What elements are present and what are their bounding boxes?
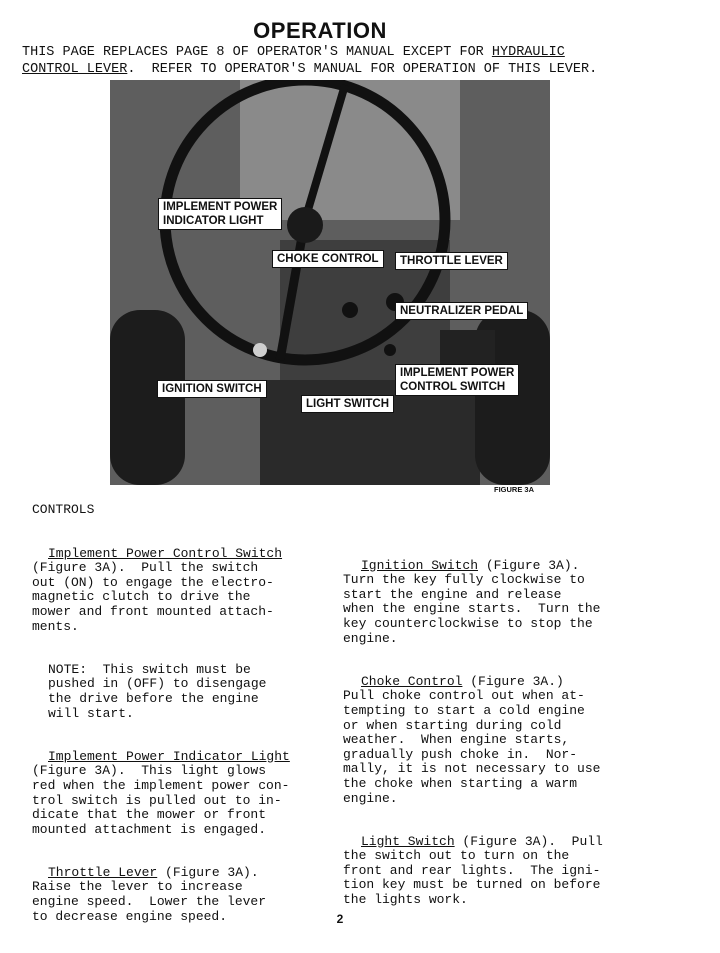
choke-body: Pull choke control out when at- tempting to start a cold engine or when starting during cold weather. When engine starts, gradually push choke in. Nor- mally, it is not necessary to use the choke when starting a warm engine.: [343, 688, 601, 806]
intro-line2-text: . REFER TO OPERATOR'S MANUAL FOR OPERATION OF THIS LEVER.: [127, 62, 598, 77]
indicator-title: Implement Power Indicator Light: [48, 748, 290, 764]
impl-switch-body: (Figure 3A). Pull the switch out (ON) to engage the electro- magnetic clutch to drive the mower and front mounted attach- ments.: [32, 560, 274, 634]
light-first: (Figure 3A). Pull: [454, 833, 603, 849]
figure-label: FIGURE 3A: [494, 485, 535, 494]
section-title: CONTROLS: [32, 502, 95, 517]
tractor-dashboard-illustration: [110, 80, 550, 485]
throttle-title: Throttle Lever: [48, 864, 158, 880]
callout-light-switch: LIGHT SWITCH: [301, 395, 394, 413]
right-column: [343, 544, 603, 936]
note-text: NOTE: This switch must be pushed in (OFF) to disengage the drive before the engine will start.: [48, 661, 267, 721]
hydraulic-link-text: HYDRAULIC: [491, 45, 565, 60]
callout-ignition-switch: IGNITION SWITCH: [157, 380, 267, 398]
indicator-body: (Figure 3A). This light glows red when the implement power con- trol switch is pulled out to in- dicate that the mower or front mounted attachment is engaged.: [32, 763, 290, 837]
page-number: 2: [336, 912, 344, 926]
callout-choke-control: CHOKE CONTROL: [272, 250, 384, 268]
ignition-title: Ignition Switch: [361, 557, 479, 573]
intro-text: [22, 44, 702, 78]
callout-implement-power-indicator: IMPLEMENT POWER INDICATOR LIGHT: [158, 198, 282, 230]
figure-3a-photo: [110, 80, 550, 485]
ignition-body: Turn the key fully clockwise to start the engine and release when the engine starts. Turn the key counterclockwise to stop the engine.: [343, 572, 601, 646]
left-column: [32, 532, 290, 953]
callout-neutralizer-pedal: NEUTRALIZER PEDAL: [395, 302, 528, 320]
light-body: the switch out to turn on the front and rear lights. The igni- tion key must be turned on before the lights work.: [343, 848, 601, 908]
ignition-first: (Figure 3A).: [478, 557, 580, 573]
intro-line1-text: THIS PAGE REPLACES PAGE 8 OF OPERATOR'S MANUAL EXCEPT FOR: [22, 45, 492, 60]
callout-throttle-lever: THROTTLE LEVER: [395, 252, 508, 270]
light-title: Light Switch: [361, 833, 455, 849]
impl-switch-title: Implement Power Control Switch: [48, 545, 283, 561]
callout-implement-power-control: IMPLEMENT POWER CONTROL SWITCH: [395, 364, 519, 396]
control-lever-text: CONTROL LEVER: [22, 62, 128, 77]
throttle-first: (Figure 3A).: [157, 864, 259, 880]
choke-first: (Figure 3A.): [462, 673, 564, 689]
choke-title: Choke Control: [361, 673, 463, 689]
throttle-body: Raise the lever to increase engine speed. Lower the lever to decrease engine speed.: [32, 879, 267, 924]
page-heading: OPERATION: [253, 18, 387, 43]
